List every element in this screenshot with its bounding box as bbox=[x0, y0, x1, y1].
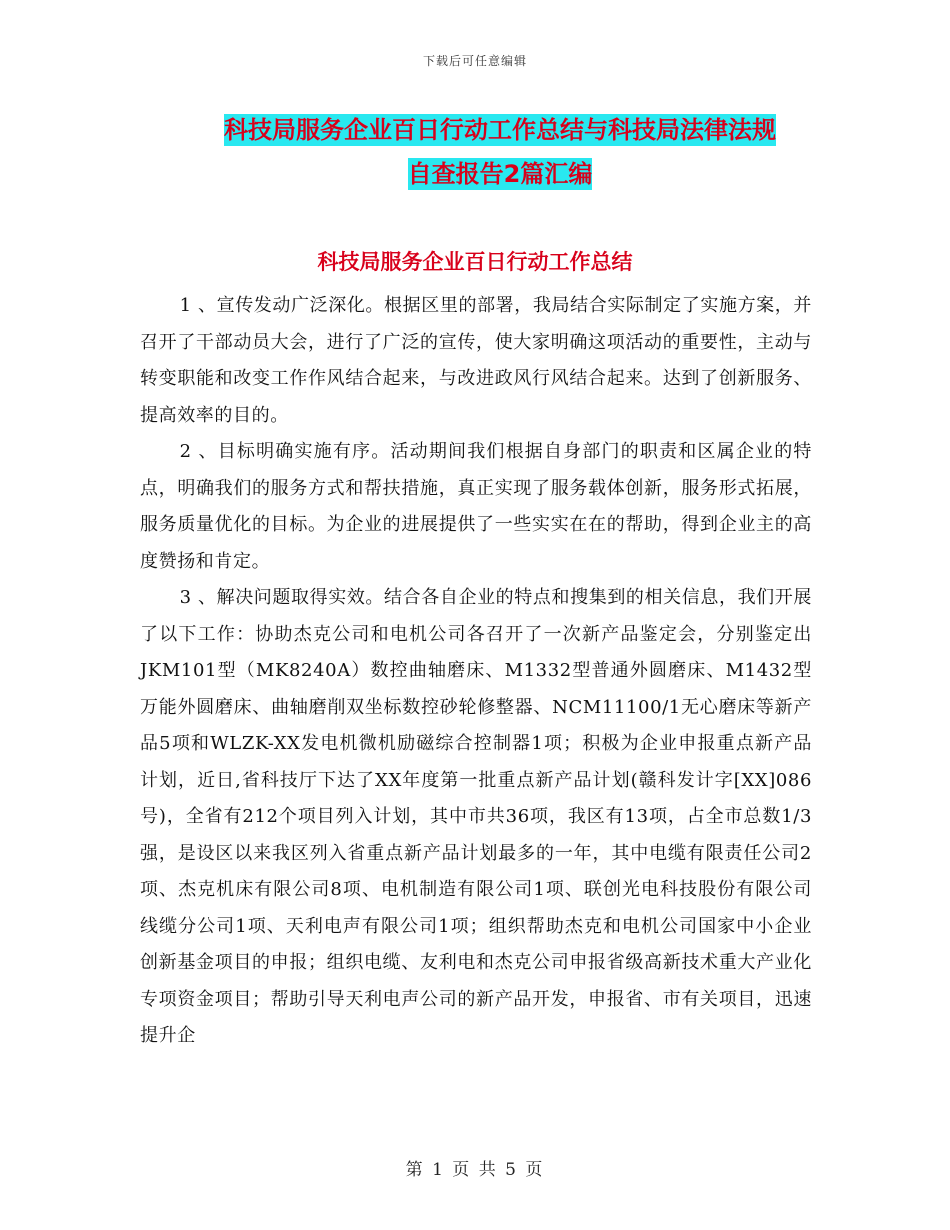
paragraph: 1 、宣传发动广泛深化。根据区里的部署，我局结合实际制定了实施方案，并召开了干部动员大会，进行了广泛的宣传，使大家明确这项活动的重要性，主动与转变职能和改变工作作风结合起来，与改进政风行风结合起来。达到了创新服务、提高效率的目的。 bbox=[140, 295, 812, 426]
section-title: 科技局服务企业百日行动工作总结 bbox=[317, 250, 633, 274]
paragraph: 2 、目标明确实施有序。活动期间我们根据自身部门的职责和区属企业的特点，明确我们的服务方式和帮扶措施，真正实现了服务载体创新，服务形式拓展，服务质量优化的目标。为企业的进展提供了一些实实在在的帮助，得到企业主的高度赞扬和肯定。 bbox=[140, 441, 812, 572]
paragraph: 3 、解决问题取得实效。结合各自企业的特点和搜集到的相关信息，我们开展了以下工作：协助杰克公司和电机公司各召开了一次新产品鉴定会，分别鉴定出JKM101型（MK8240A）数控曲轴磨床、M1332型普通外圆磨床、M1432型万能外圆磨床、曲轴磨削双坐标数控砂轮修整器、NCM11100/1无心磨床等新产品5项和WLZK-XX发电机微机励磁综合控制器1项；积极为企业申报重点新产品计划，近日,省科技厅下达了XX年度第一批重点新产品计划(赣科发计字[XX]086号)，全省有212个项目列入计划，其中市共36项，我区有13项，占全市总数1/3强，是设区以来我区列入省重点新产品计划最多的一年，其中电缆有限责任公司2项、杰克机床有限公司8项、电机制造有限公司1项、联创光电科技股份有限公司线缆分公司1项、天利电声有限公司1项；组织帮助杰克和电机公司国家中小企业创新基金项目的申报；组织电缆、友利电和杰克公司申报省级高新技术重大产业化专项资金项目；帮助引导天利电声公司的新产品开发，申报省、市有关项目，迅速提升企 bbox=[140, 587, 812, 1046]
header-note: 下载后可任意编辑 bbox=[422, 54, 527, 68]
page-number: 第 1 页 共 5 页 bbox=[405, 1160, 545, 1180]
document-title bbox=[140, 108, 860, 196]
document-body bbox=[140, 288, 812, 1055]
document-title-line-2: 自查报告2篇汇编 bbox=[407, 160, 593, 188]
document-title-line-1: 科技局服务企业百日行动工作总结与科技局法律法规 bbox=[224, 116, 776, 144]
